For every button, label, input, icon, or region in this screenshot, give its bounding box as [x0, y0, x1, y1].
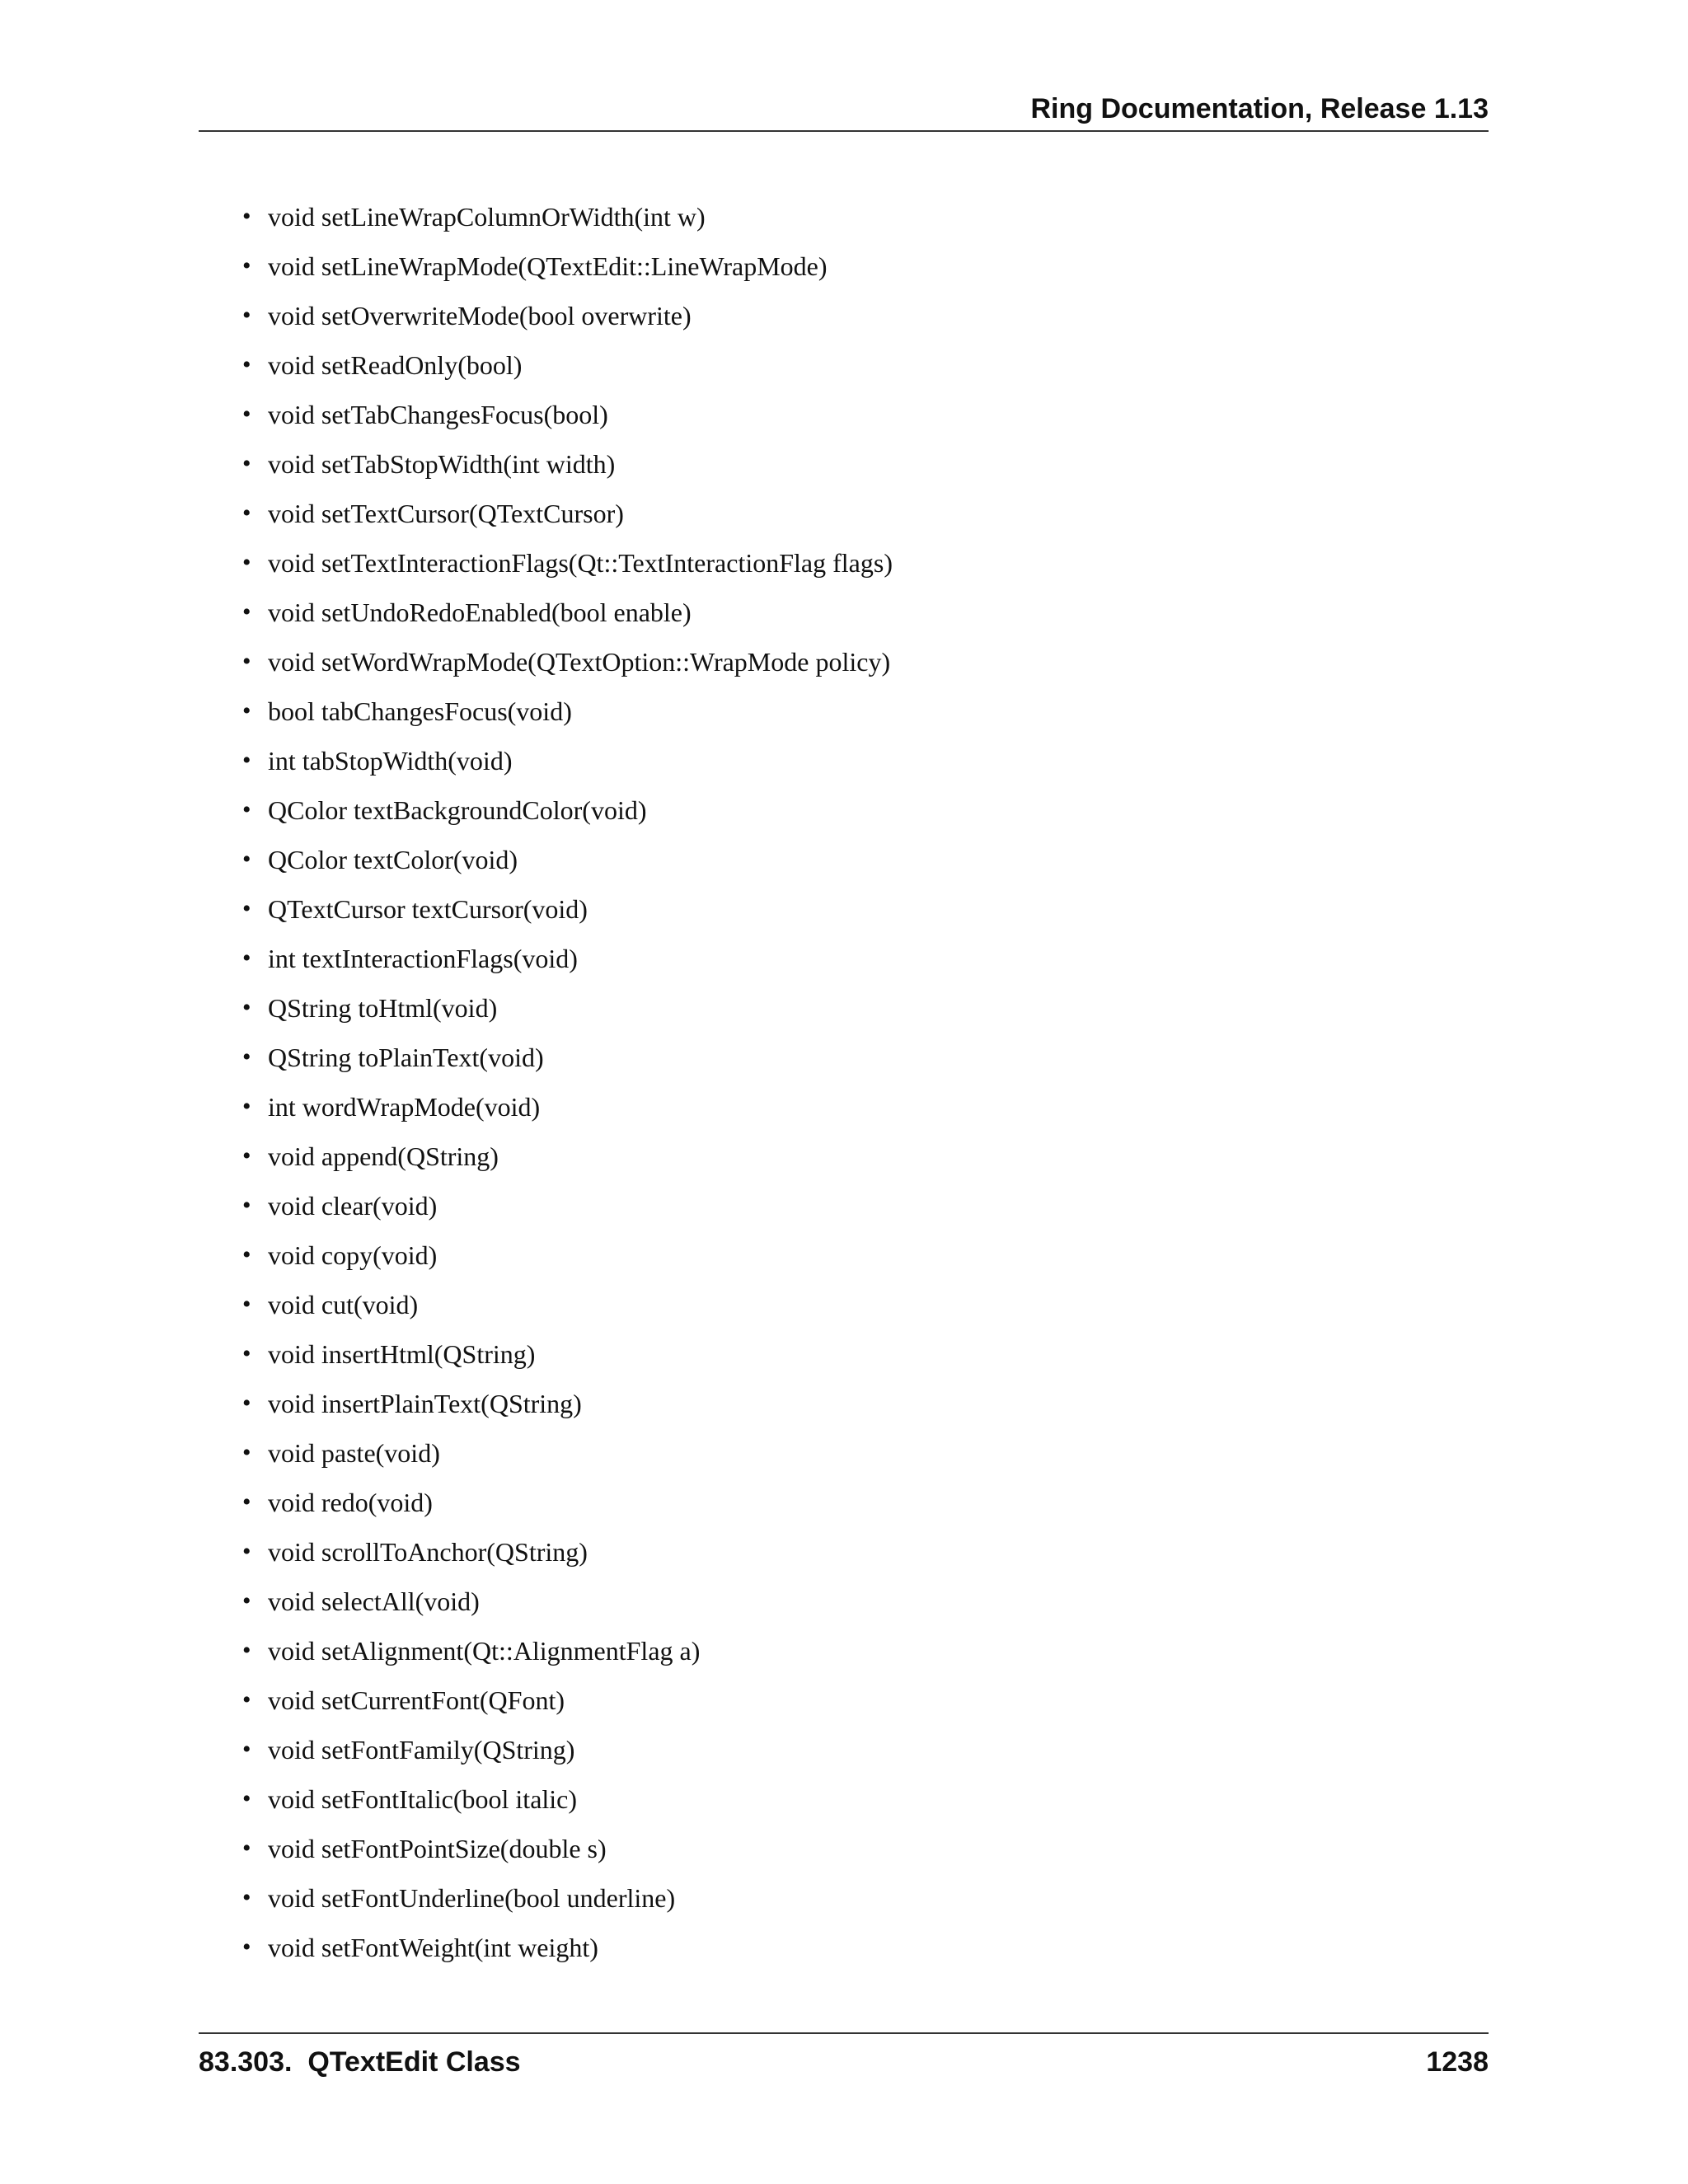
method-signature: QString toHtml(void) [268, 993, 498, 1023]
bullet-icon: • [242, 747, 251, 774]
method-signature: void setLineWrapColumnOrWidth(int w) [268, 202, 706, 232]
method-signature: void setReadOnly(bool) [268, 350, 523, 380]
list-item [242, 989, 893, 1038]
method-signature: void scrollToAnchor(QString) [268, 1537, 588, 1567]
bullet-icon: • [242, 1192, 251, 1219]
list-item [242, 643, 893, 692]
bullet-icon: • [242, 1043, 251, 1071]
document-title: Ring Documentation, Release 1.13 [1030, 93, 1489, 124]
bullet-icon: • [242, 1637, 251, 1664]
method-signature: void setFontFamily(QString) [268, 1735, 575, 1765]
list-item [242, 841, 893, 890]
list-item [242, 1038, 893, 1088]
method-signature: void insertHtml(QString) [268, 1339, 536, 1369]
method-signature: QColor textColor(void) [268, 845, 518, 874]
list-item [242, 1533, 893, 1582]
list-item [242, 1681, 893, 1731]
list-item [242, 1137, 893, 1187]
method-signature: void setFontPointSize(double s) [268, 1834, 607, 1863]
bullet-icon: • [242, 944, 251, 972]
list-item [242, 1879, 893, 1929]
method-signature: void setCurrentFont(QFont) [268, 1685, 565, 1715]
list-item [242, 445, 893, 494]
method-signature: void setUndoRedoEnabled(bool enable) [268, 598, 692, 627]
list-item [242, 1385, 893, 1434]
method-signature: void setTabStopWidth(int width) [268, 449, 616, 479]
bullet-icon: • [242, 1093, 251, 1120]
bullet-icon: • [242, 648, 251, 675]
list-item [242, 1187, 893, 1236]
section-title: 83.303. QTextEdit Class [199, 2046, 521, 2078]
list-item [242, 1088, 893, 1137]
method-signature: int wordWrapMode(void) [268, 1092, 541, 1122]
list-item [242, 198, 893, 247]
method-signature: void append(QString) [268, 1141, 499, 1171]
bullet-icon: • [242, 1241, 251, 1268]
bullet-icon: • [242, 450, 251, 477]
list-item [242, 1236, 893, 1286]
bullet-icon: • [242, 252, 251, 279]
method-signature: QString toPlainText(void) [268, 1043, 544, 1072]
method-signature: void selectAll(void) [268, 1586, 480, 1616]
method-signature: void setFontWeight(int weight) [268, 1933, 598, 1962]
list-item [242, 494, 893, 544]
list-item [242, 247, 893, 297]
list-item [242, 544, 893, 593]
method-list [242, 198, 893, 1978]
bullet-icon: • [242, 895, 251, 922]
method-signature: void setOverwriteMode(bool overwrite) [268, 301, 692, 330]
bullet-icon: • [242, 1933, 251, 1961]
method-signature: bool tabChangesFocus(void) [268, 696, 572, 726]
method-signature: void clear(void) [268, 1191, 438, 1221]
method-signature: int tabStopWidth(void) [268, 746, 513, 776]
list-item [242, 890, 893, 940]
page-header [199, 89, 1489, 132]
method-signature: void paste(void) [268, 1438, 440, 1468]
method-signature: void setTextInteractionFlags(Qt::TextInteractionFlag flags) [268, 548, 893, 578]
method-signature: void setTabChangesFocus(bool) [268, 400, 608, 429]
bullet-icon: • [242, 1291, 251, 1318]
list-item [242, 1731, 893, 1780]
bullet-icon: • [242, 351, 251, 378]
method-signature: void copy(void) [268, 1240, 438, 1270]
bullet-icon: • [242, 1390, 251, 1417]
page-number: 1238 [1426, 2046, 1489, 2078]
bullet-icon: • [242, 1835, 251, 1862]
bullet-icon: • [242, 302, 251, 329]
method-signature: void insertPlainText(QString) [268, 1389, 582, 1418]
list-item [242, 1434, 893, 1483]
bullet-icon: • [242, 697, 251, 724]
bullet-icon: • [242, 1587, 251, 1615]
list-item [242, 742, 893, 791]
bullet-icon: • [242, 549, 251, 576]
bullet-icon: • [242, 1488, 251, 1516]
list-item [242, 1780, 893, 1830]
list-item [242, 1335, 893, 1385]
bullet-icon: • [242, 1884, 251, 1911]
bullet-icon: • [242, 1538, 251, 1565]
list-item [242, 593, 893, 643]
method-signature: QTextCursor textCursor(void) [268, 894, 588, 924]
bullet-icon: • [242, 1439, 251, 1466]
list-item [242, 791, 893, 841]
bullet-icon: • [242, 1686, 251, 1713]
bullet-icon: • [242, 499, 251, 527]
method-signature: QColor textBackgroundColor(void) [268, 795, 647, 825]
list-item [242, 1632, 893, 1681]
page-footer [199, 2032, 1489, 2083]
list-item [242, 297, 893, 346]
list-item [242, 1582, 893, 1632]
list-item [242, 692, 893, 742]
method-signature: void cut(void) [268, 1290, 419, 1319]
list-item [242, 1483, 893, 1533]
list-item [242, 940, 893, 989]
list-item [242, 346, 893, 396]
bullet-icon: • [242, 796, 251, 823]
bullet-icon: • [242, 1142, 251, 1169]
method-signature: void redo(void) [268, 1488, 433, 1517]
bullet-icon: • [242, 846, 251, 873]
method-signature: void setWordWrapMode(QTextOption::WrapMode policy) [268, 647, 891, 677]
list-item [242, 1286, 893, 1335]
list-item [242, 396, 893, 445]
bullet-icon: • [242, 994, 251, 1021]
bullet-icon: • [242, 1785, 251, 1812]
method-signature: void setAlignment(Qt::AlignmentFlag a) [268, 1636, 701, 1666]
bullet-icon: • [242, 401, 251, 428]
bullet-icon: • [242, 1736, 251, 1763]
bullet-icon: • [242, 1340, 251, 1367]
method-signature: void setTextCursor(QTextCursor) [268, 499, 624, 528]
bullet-icon: • [242, 598, 251, 626]
method-signature: void setFontItalic(bool italic) [268, 1784, 578, 1814]
method-signature: void setFontUnderline(bool underline) [268, 1883, 676, 1913]
list-item [242, 1830, 893, 1879]
method-signature: int textInteractionFlags(void) [268, 944, 578, 973]
bullet-icon: • [242, 203, 251, 230]
list-item [242, 1929, 893, 1978]
method-signature: void setLineWrapMode(QTextEdit::LineWrapMode) [268, 251, 828, 281]
